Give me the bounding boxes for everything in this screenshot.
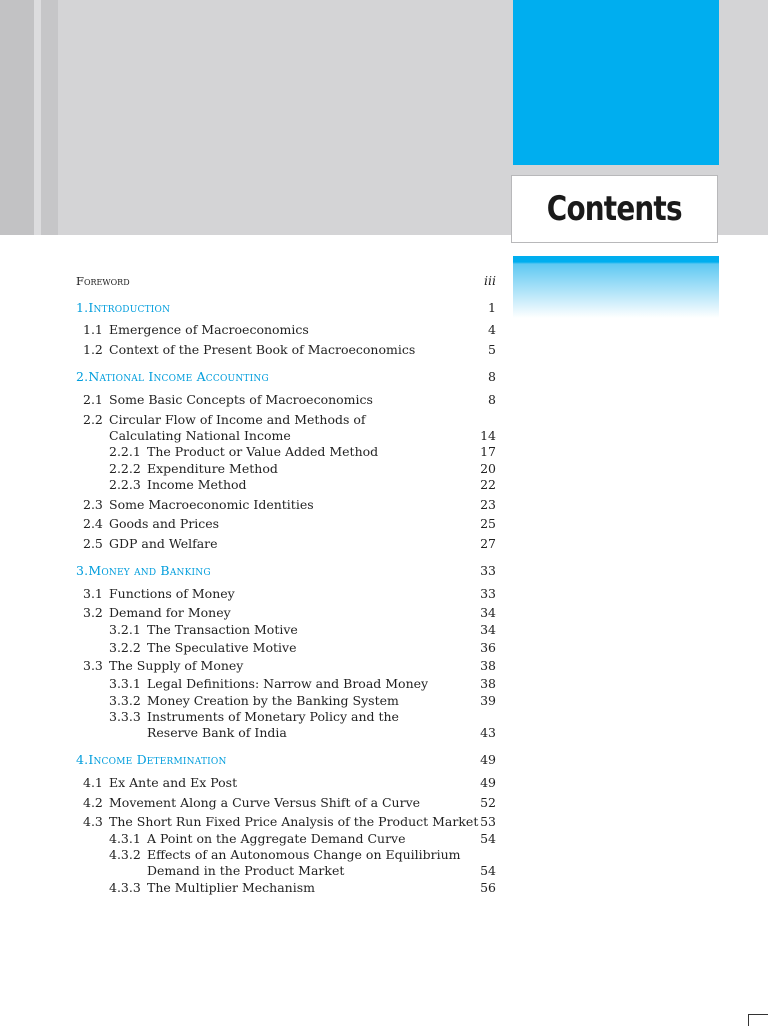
toc-page-number: 14: [480, 428, 496, 443]
toc-entry-title: Context of the Present Book of Macroeconomics: [109, 342, 416, 357]
toc-entry-label: [83, 321, 309, 339]
toc-entry-label: [83, 604, 231, 622]
toc-entry-number: 3.3.1: [109, 676, 141, 691]
toc-row[interactable]: [0, 774, 768, 792]
toc-page-number: 8: [488, 369, 496, 384]
toc-row[interactable]: [0, 879, 768, 897]
toc-entry-title: National Income Accounting: [88, 369, 269, 384]
toc-entry-label: [83, 813, 478, 831]
toc-page-number: 8: [488, 392, 496, 407]
toc-row[interactable]: [0, 813, 768, 831]
toc-entry-label: [83, 341, 415, 359]
toc-entry-number: 4.: [76, 752, 89, 767]
toc-page-number: 52: [480, 795, 496, 810]
toc-entry-label: [83, 794, 420, 812]
toc-page-number: 5: [488, 342, 496, 357]
toc-page-number: 22: [480, 477, 496, 492]
toc-row[interactable]: [0, 496, 768, 514]
toc-entry-title: A Point on the Aggregate Demand Curve: [147, 831, 406, 846]
toc-entry-title: The Transaction Motive: [147, 622, 298, 637]
toc-page-number: 17: [480, 444, 496, 459]
toc-entry-number: 3.1: [83, 586, 103, 601]
toc-entry-title: The Multiplier Mechanism: [147, 880, 315, 895]
toc-row[interactable]: [0, 443, 768, 461]
toc-row[interactable]: [0, 794, 768, 812]
toc-page-number: 36: [480, 640, 496, 655]
toc-entry-label: [109, 639, 296, 657]
toc-entry-number: 1.2: [83, 342, 103, 357]
toc-entry-number: 4.3.3: [109, 880, 141, 895]
toc-entry-number: 4.3: [83, 814, 103, 829]
toc-page-number: 4: [488, 322, 496, 337]
toc-row[interactable]: [0, 604, 768, 622]
page-title: Contents: [547, 189, 682, 229]
toc-page-number: 38: [480, 676, 496, 691]
toc-entry-label: [109, 879, 315, 897]
toc-entry-label: [83, 496, 314, 514]
toc-page-number: 56: [480, 880, 496, 895]
toc-entry-title: Reserve Bank of India: [147, 725, 287, 740]
toc-row[interactable]: [0, 675, 768, 693]
toc-entry-title: Movement Along a Curve Versus Shift of a Curve: [109, 795, 421, 810]
toc-page-number: 49: [480, 775, 496, 790]
toc-entry-label: [83, 774, 237, 792]
toc-row[interactable]: [0, 391, 768, 409]
toc-entry-label: [83, 657, 243, 675]
toc-entry-label: [109, 476, 247, 494]
toc-page-number: 54: [480, 863, 496, 878]
toc-page-number: 20: [480, 461, 496, 476]
toc-page-number: 49: [480, 752, 496, 767]
toc-entry-title: Expenditure Method: [147, 461, 278, 476]
toc-page-number: 33: [480, 586, 496, 601]
toc-entry-title: Money Creation by the Banking System: [147, 693, 399, 708]
toc-entry-title: Some Basic Concepts of Macroeconomics: [109, 392, 373, 407]
toc-entry-title: Income Method: [147, 477, 247, 492]
toc-row[interactable]: [0, 657, 768, 675]
toc-entry-number: 3.3: [83, 658, 103, 673]
toc-entry-number: 2.5: [83, 536, 103, 551]
toc-entry-title: The Supply of Money: [109, 658, 244, 673]
toc-page-number: 39: [480, 693, 496, 708]
toc-entry-number: 2.2.2: [109, 461, 141, 476]
toc-entry-label: [83, 535, 218, 553]
toc-row[interactable]: [0, 341, 768, 359]
toc-row[interactable]: [0, 639, 768, 657]
toc-entry-number: 2.1: [83, 392, 103, 407]
toc-page-number: 38: [480, 658, 496, 673]
toc-page-number: 34: [480, 622, 496, 637]
toc-row[interactable]: [0, 515, 768, 533]
toc-entry-title: Goods and Prices: [109, 516, 220, 531]
toc-entry-title: The Short Run Fixed Price Analysis of the Product Market: [109, 814, 479, 829]
toc-entry-number: 3.2.1: [109, 622, 141, 637]
toc-row[interactable]: [0, 585, 768, 603]
toc-row[interactable]: [0, 724, 768, 742]
toc-entry-label: [83, 585, 235, 603]
toc-entry-label: [76, 368, 269, 386]
toc-entry-title: Instruments of Monetary Policy and the: [147, 709, 399, 724]
toc-chapter-row[interactable]: [0, 562, 768, 580]
toc-entry-title: Income Determination: [88, 752, 227, 767]
toc-entry-title: Some Macroeconomic Identities: [109, 497, 314, 512]
toc-entry-label: [109, 621, 298, 639]
toc-entry-number: 1.: [76, 300, 89, 315]
toc-entry-title: The Speculative Motive: [147, 640, 297, 655]
toc-entry-number: 4.1: [83, 775, 103, 790]
toc-entry-title: GDP and Welfare: [109, 536, 218, 551]
toc-entry-label: [147, 862, 344, 880]
toc-entry-title: The Product or Value Added Method: [147, 444, 379, 459]
toc-entry-number: 3.3.2: [109, 693, 141, 708]
toc-entry-number: 2.2.3: [109, 477, 141, 492]
toc-row[interactable]: [0, 321, 768, 339]
toc-entry-number: 3.2.2: [109, 640, 141, 655]
toc-entry-title: Ex Ante and Ex Post: [109, 775, 238, 790]
toc-entry-label: [147, 724, 287, 742]
toc-entry-label: [76, 562, 211, 580]
toc-entry-number: 4.3.1: [109, 831, 141, 846]
toc-entry-number: 2.4: [83, 516, 103, 531]
toc-entry-number: 3.3.3: [109, 709, 141, 724]
toc-entry-label: [83, 515, 219, 533]
toc-page-number: 34: [480, 605, 496, 620]
toc-entry-title: Money and Banking: [88, 563, 211, 578]
toc-entry-title: Functions of Money: [109, 586, 235, 601]
toc-entry-number: 3.: [76, 563, 89, 578]
toc-entry-number: 2.2: [83, 412, 103, 427]
toc-entry-number: 4.3.2: [109, 847, 141, 862]
toc-row[interactable]: [0, 535, 768, 553]
toc-page-number: 43: [480, 725, 496, 740]
toc-entry-title: Introduction: [88, 300, 171, 315]
toc-entry-label: [109, 443, 378, 461]
toc-entry-title: Demand for Money: [109, 605, 231, 620]
toc-entry-number: 2.3: [83, 497, 103, 512]
toc-chapter-row[interactable]: [0, 299, 768, 317]
toc-page-number: 23: [480, 497, 496, 512]
toc-row[interactable]: [0, 862, 768, 880]
toc-chapter-row[interactable]: [0, 368, 768, 386]
toc-entry-label: [83, 391, 373, 409]
toc-page-number: 1: [488, 300, 496, 315]
toc-page-number: 53: [480, 814, 496, 829]
toc-entry-title: Legal Definitions: Narrow and Broad Money: [147, 676, 429, 691]
toc-entry-number: 3.2: [83, 605, 103, 620]
toc-entry-title: Foreword: [76, 274, 130, 288]
toc-page-number: 54: [480, 831, 496, 846]
toc-entry-number: 2.2.1: [109, 444, 141, 459]
toc-entry-number: 1.1: [83, 322, 103, 337]
toc-entry-label: [76, 751, 227, 769]
toc-page-number: iii: [484, 273, 496, 288]
toc-page-number: 33: [480, 563, 496, 578]
toc-entry-title: Emergence of Macroeconomics: [109, 322, 309, 337]
toc-entry-label: [76, 272, 130, 290]
toc-page-number: 25: [480, 516, 496, 531]
toc-entry-label: [109, 675, 428, 693]
toc-entry-title: Circular Flow of Income and Methods of: [109, 412, 366, 427]
toc-row[interactable]: [0, 476, 768, 494]
toc-entry-number: 2.: [76, 369, 89, 384]
toc-entry-title: Effects of an Autonomous Change on Equilibrium: [147, 847, 461, 862]
toc-entry-number: 4.2: [83, 795, 103, 810]
toc-row[interactable]: [0, 621, 768, 639]
toc-row[interactable]: [0, 272, 768, 290]
toc-entry-title: Calculating National Income: [109, 428, 291, 443]
toc-entry-title: Demand in the Product Market: [147, 863, 345, 878]
toc-page-number: 27: [480, 536, 496, 551]
toc-chapter-row[interactable]: [0, 751, 768, 769]
toc-entry-label: [76, 299, 170, 317]
